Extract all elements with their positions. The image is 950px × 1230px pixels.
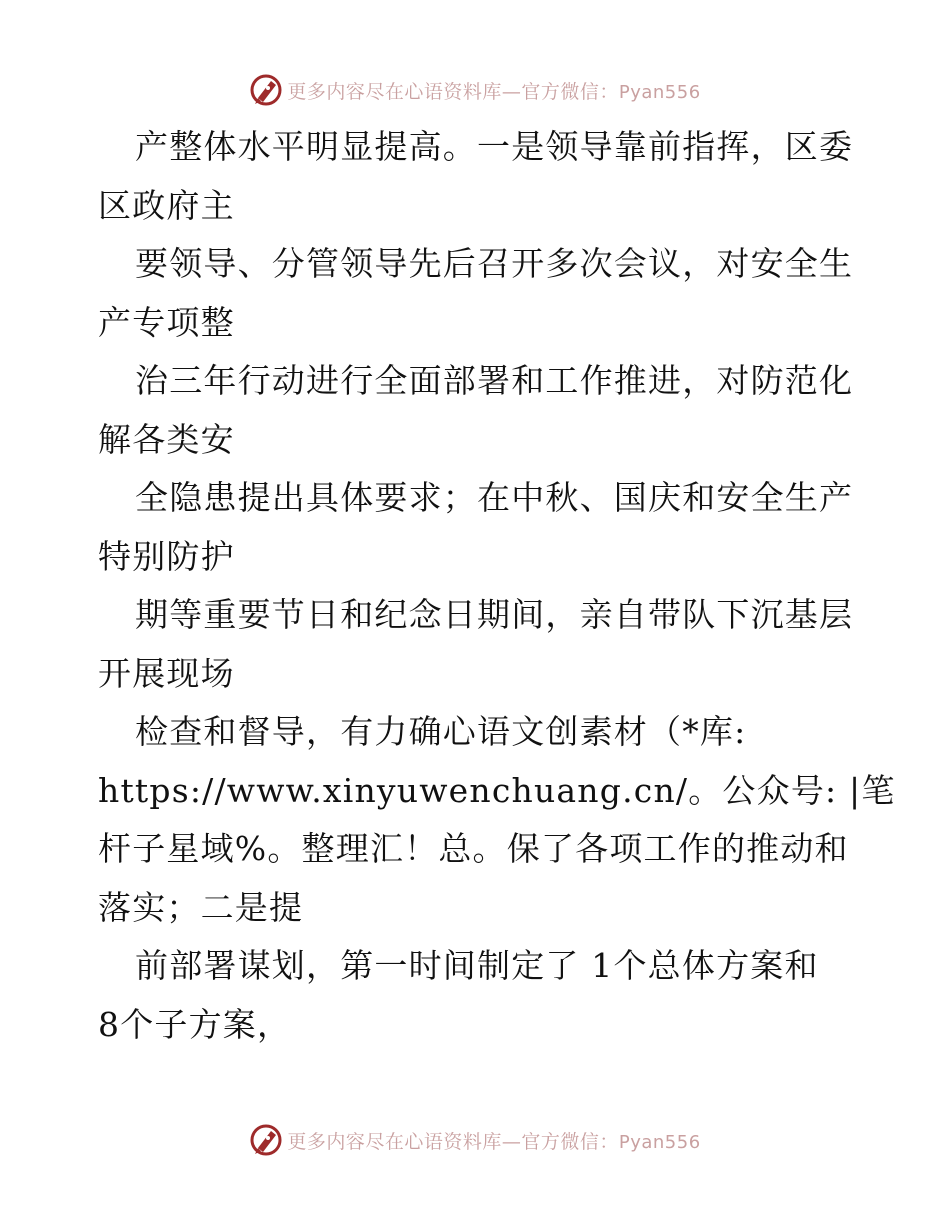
- body-line: 产整体水平明显提高。一是领导靠前指挥，区委: [135, 127, 854, 166]
- document-body: [98, 118, 896, 1054]
- body-line: 全隐患提出具体要求；在中秋、国庆和安全生产: [135, 478, 854, 517]
- body-line: 前部署谋划，第一时间制定了 1个总体方案和: [135, 946, 819, 985]
- body-line: https://www.xinyuwenchuang.cn/。公众号: |笔: [98, 770, 896, 810]
- body-line: 8个子方案，: [98, 1004, 292, 1044]
- body-line: 区政府主: [98, 185, 235, 225]
- body-line: 落实；二是提: [98, 887, 304, 927]
- body-line: 特别防护: [98, 536, 235, 576]
- red-pen-nib-logo-icon: [249, 73, 283, 107]
- body-line: 期等重要节日和纪念日期间，亲自带队下沉基层: [135, 595, 854, 634]
- body-line: 开展现场: [98, 653, 235, 693]
- body-line: 解各类安: [98, 419, 235, 459]
- body-line: 要领导、分管领导先后召开多次会议，对安全生: [135, 244, 854, 283]
- watermark-text: 更多内容尽在心语资料库—官方微信：Pyan556: [287, 80, 701, 103]
- watermark-text: 更多内容尽在心语资料库—官方微信：Pyan556: [287, 1130, 701, 1153]
- body-line: 杆子星域%。整理汇！总。保了各项工作的推动和: [98, 829, 849, 868]
- body-line: 治三年行动进行全面部署和工作推进，对防范化: [135, 361, 854, 400]
- header-watermark: [0, 70, 950, 110]
- body-line: 产专项整: [98, 302, 235, 342]
- footer-watermark: [0, 1120, 950, 1160]
- body-line: 检查和督导，有力确心语文创素材（*库:: [135, 712, 747, 751]
- red-pen-nib-logo-icon: [249, 1123, 283, 1157]
